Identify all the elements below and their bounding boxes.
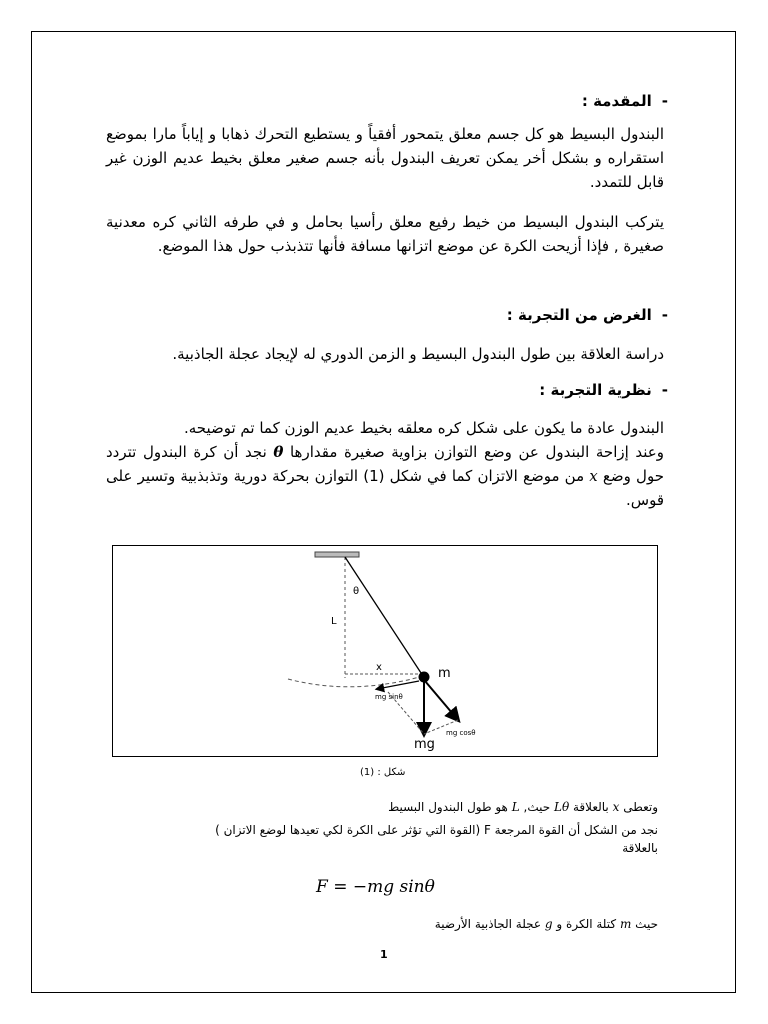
pendulum-diagram xyxy=(113,546,657,756)
note-text: عجلة الجاذبية الأرضية xyxy=(434,917,542,931)
note-line-1 xyxy=(388,800,658,814)
mg-sin-label: mg sinθ xyxy=(375,693,403,701)
heading-theory xyxy=(539,381,668,399)
x-symbol: x xyxy=(612,800,620,814)
note-text: وتعطى xyxy=(623,800,658,814)
theory-paragraph-1: البندول عادة ما يكون على شكل كره معلقه بخيط عديم الوزن كما تم توضيحه. xyxy=(183,419,664,437)
heading-purpose xyxy=(507,306,668,324)
heading-intro xyxy=(582,92,668,110)
theory-paragraph-2 xyxy=(106,440,664,512)
mg-label: mg xyxy=(414,737,435,752)
theta-symbol: θ xyxy=(273,443,284,461)
figure-caption: شكل : (1) xyxy=(360,767,406,778)
theta-label: θ xyxy=(353,586,360,597)
mg-cos-label: mg cosθ xyxy=(446,729,476,737)
mg-sin-arrow xyxy=(377,681,419,689)
bullet-dash: - xyxy=(661,381,668,399)
theory-text-part-c: من موضع الاتزان كما في شكل (1) التوازن بحركة دورية وتذبذبية وتسير على قوس. xyxy=(106,467,664,509)
l-symbol: L xyxy=(511,800,520,814)
length-label: L xyxy=(331,616,337,627)
heading-intro-text: المقدمة : xyxy=(581,92,652,110)
note-text: بالعلاقة xyxy=(573,800,609,814)
x-label: x xyxy=(376,662,382,673)
g-symbol: g xyxy=(544,917,553,931)
ceiling-support xyxy=(315,552,359,557)
x-symbol: x xyxy=(589,467,598,485)
l-theta-symbol: Lθ xyxy=(553,800,570,814)
note-line-3: بالعلاقة xyxy=(622,841,658,855)
bullet-dash: - xyxy=(661,306,668,324)
pendulum-string xyxy=(345,557,423,676)
note-text: هو طول البندول البسيط xyxy=(388,800,508,814)
purpose-paragraph: دراسة العلاقة بين طول البندول البسيط و الزمن الدوري له لإيجاد عجلة الجاذبية. xyxy=(172,345,664,363)
restoring-force-formula: F = −mg sinθ xyxy=(316,877,435,897)
page-number: 1 xyxy=(380,948,388,961)
theory-text-part-a: وعند إزاحة البندول عن وضع التوازن بزاوية صغيرة مقدارها xyxy=(289,443,664,461)
intro-paragraph-2: يتركب البندول البسيط من خيط رفيع معلق رأسيا بحامل و في طرفه الثاني كره معدنية صغيرة , فإذا أزيحت الكرة عن موضع اتزانها مسافة فأنها تتذبذب حول هذا الموضع. xyxy=(106,213,664,255)
bullet-dash: - xyxy=(661,92,668,110)
note-line-2: نجد من الشكل أن القوة المرجعة F (القوة التي تؤثر على الكرة لكي تعيدها لوضع الاتزان ) xyxy=(215,823,658,837)
note-line-4 xyxy=(435,917,658,931)
m-symbol: m xyxy=(619,917,632,931)
intro-paragraph-1: البندول البسيط هو كل جسم معلق يتمحور أفقياً و يستطيع التحرك ذهابا و إياباً مارا بموضع استقراره و بشكل أخر يمكن تعريف البندول بأنه جسم صغير معلق بخيط عديم الوزن غير قابل للتمدد. xyxy=(106,125,664,191)
mass-label: m xyxy=(438,666,451,681)
note-text: حيث, xyxy=(523,800,551,814)
note-text: حيث xyxy=(635,917,658,931)
pendulum-figure xyxy=(112,545,658,757)
pendulum-bob xyxy=(419,672,430,683)
theory-text-part-b: نجد أن كرة البندول تتردد حول وضع xyxy=(106,443,664,485)
note-text: كتلة الكرة و xyxy=(556,917,617,931)
swing-arc xyxy=(288,676,423,687)
heading-theory-text: نظرية التجربة : xyxy=(539,381,652,399)
mg-cos-arrow xyxy=(425,681,458,720)
heading-purpose-text: الغرض من التجربة : xyxy=(506,306,652,324)
